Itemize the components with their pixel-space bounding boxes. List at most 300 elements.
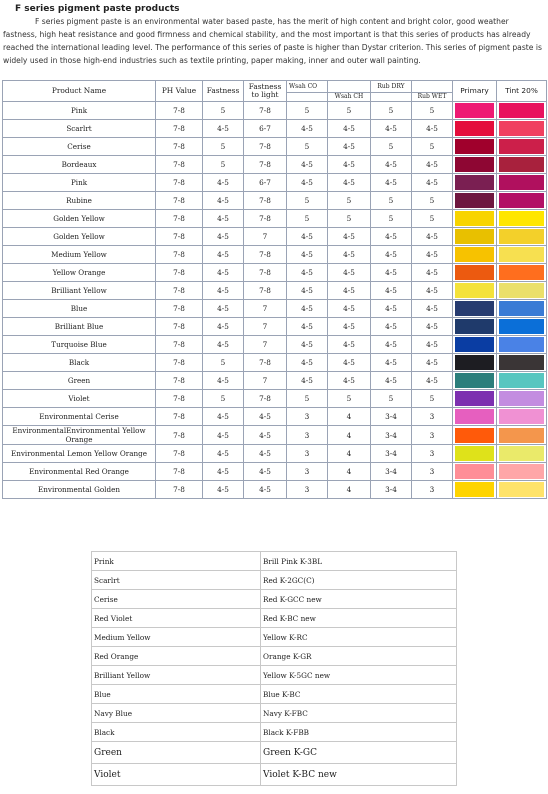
cell-light: 7-8 <box>244 246 287 264</box>
cell-light: 7 <box>244 228 287 246</box>
table-row <box>3 102 547 120</box>
table-row <box>3 336 547 354</box>
cell-ph: 7-8 <box>156 282 203 300</box>
cell-co: 3 <box>287 408 328 426</box>
cell-ch: 4-5 <box>328 282 371 300</box>
cell-light: 7-8 <box>244 138 287 156</box>
tint-color-swatch <box>499 446 544 461</box>
cell-fastness: 5 <box>203 156 244 174</box>
cell-fastness: 4-5 <box>203 318 244 336</box>
tint-color-swatch <box>499 301 544 316</box>
table-row <box>3 174 547 192</box>
cell-light: 7 <box>244 372 287 390</box>
cell-co: 4-5 <box>287 318 328 336</box>
cell-fastness: 5 <box>203 354 244 372</box>
primary-color-swatch <box>455 355 494 370</box>
cell-wet: 5 <box>412 102 453 120</box>
cell-ph: 7-8 <box>156 102 203 120</box>
header-fastness: Fastness <box>203 81 244 102</box>
cell-name: EnvironmentalEnvironmental Yellow Orange <box>3 426 156 445</box>
primary-color-swatch <box>455 446 494 461</box>
cell-tint-swatch <box>497 481 547 499</box>
reference-color-name: Red Violet <box>92 609 261 628</box>
cell-dry: 4-5 <box>371 120 412 138</box>
cell-ph: 7-8 <box>156 426 203 445</box>
primary-color-swatch <box>455 391 494 406</box>
header-rub-dry: Rub DRY <box>371 81 412 93</box>
tint-color-swatch <box>499 121 544 136</box>
cell-fastness: 4-5 <box>203 228 244 246</box>
cell-fastness: 4-5 <box>203 372 244 390</box>
header-product-name: Product Name <box>3 81 156 102</box>
primary-color-swatch <box>455 482 494 497</box>
cell-name: Environmental Red Orange <box>3 463 156 481</box>
cell-ph: 7-8 <box>156 192 203 210</box>
cell-wet: 4-5 <box>412 282 453 300</box>
cell-light: 7 <box>244 318 287 336</box>
cell-fastness: 4-5 <box>203 120 244 138</box>
cell-co: 3 <box>287 481 328 499</box>
cell-light: 7-8 <box>244 156 287 174</box>
cell-dry: 4-5 <box>371 354 412 372</box>
tint-color-swatch <box>499 229 544 244</box>
reference-product-code: Brill Pink K-3BL <box>261 552 457 571</box>
cell-fastness: 5 <box>203 102 244 120</box>
reference-color-name: Brilliant Yellow <box>92 666 261 685</box>
cell-fastness: 4-5 <box>203 192 244 210</box>
cell-ch: 4-5 <box>328 138 371 156</box>
cell-co: 4-5 <box>287 174 328 192</box>
cell-light: 7-8 <box>244 210 287 228</box>
table-row <box>3 445 547 463</box>
primary-color-swatch <box>455 409 494 424</box>
header-fastness-light: Fastness to light <box>244 81 287 102</box>
table-row <box>3 372 547 390</box>
cell-light: 7-8 <box>244 264 287 282</box>
cell-light: 6-7 <box>244 120 287 138</box>
reference-product-code: Yellow K-5GC new <box>261 666 457 685</box>
cell-primary-swatch <box>453 372 497 390</box>
table-row <box>3 156 547 174</box>
tint-color-swatch <box>499 337 544 352</box>
cell-primary-swatch <box>453 156 497 174</box>
cell-ch: 5 <box>328 390 371 408</box>
table-row <box>3 318 547 336</box>
cell-dry: 4-5 <box>371 300 412 318</box>
cell-name: Black <box>3 354 156 372</box>
primary-color-swatch <box>455 175 494 190</box>
cell-co: 4-5 <box>287 336 328 354</box>
reference-row <box>92 590 457 609</box>
cell-co: 4-5 <box>287 372 328 390</box>
cell-primary-swatch <box>453 336 497 354</box>
cell-ph: 7-8 <box>156 463 203 481</box>
cell-wet: 5 <box>412 210 453 228</box>
primary-color-swatch <box>455 211 494 226</box>
cell-dry: 4-5 <box>371 372 412 390</box>
reference-row <box>92 609 457 628</box>
reference-table <box>91 551 457 786</box>
reference-row <box>92 764 457 786</box>
tint-color-swatch <box>499 265 544 280</box>
cell-dry: 4-5 <box>371 228 412 246</box>
cell-fastness: 4-5 <box>203 210 244 228</box>
cell-wet: 4-5 <box>412 174 453 192</box>
cell-name: Brilliant Blue <box>3 318 156 336</box>
cell-tint-swatch <box>497 156 547 174</box>
primary-color-swatch <box>455 283 494 298</box>
cell-tint-swatch <box>497 336 547 354</box>
cell-name: Brilliant Yellow <box>3 282 156 300</box>
header-tint: Tint 20% <box>497 81 547 102</box>
cell-ph: 7-8 <box>156 481 203 499</box>
cell-fastness: 5 <box>203 390 244 408</box>
table-row <box>3 138 547 156</box>
primary-color-swatch <box>455 337 494 352</box>
primary-color-swatch <box>455 428 494 443</box>
reference-row <box>92 742 457 764</box>
cell-co: 4-5 <box>287 228 328 246</box>
reference-color-name: Green <box>92 742 261 764</box>
cell-dry: 3-4 <box>371 445 412 463</box>
cell-ph: 7-8 <box>156 210 203 228</box>
cell-dry: 4-5 <box>371 246 412 264</box>
table-row <box>3 246 547 264</box>
cell-co: 3 <box>287 445 328 463</box>
reference-product-code: Red K-2GC(C) <box>261 571 457 590</box>
cell-primary-swatch <box>453 264 497 282</box>
reference-color-name: Prink <box>92 552 261 571</box>
cell-wet: 5 <box>412 390 453 408</box>
cell-primary-swatch <box>453 408 497 426</box>
cell-ch: 5 <box>328 192 371 210</box>
cell-dry: 4-5 <box>371 282 412 300</box>
cell-fastness: 4-5 <box>203 174 244 192</box>
table-row <box>3 481 547 499</box>
cell-light: 4-5 <box>244 408 287 426</box>
cell-ch: 4-5 <box>328 156 371 174</box>
cell-name: Environmental Cerise <box>3 408 156 426</box>
header-ph-value: PH Value <box>156 81 203 102</box>
reference-product-code: Black K-FBB <box>261 723 457 742</box>
cell-co: 4-5 <box>287 264 328 282</box>
cell-wet: 4-5 <box>412 300 453 318</box>
pigment-table <box>2 80 547 499</box>
cell-ch: 5 <box>328 210 371 228</box>
cell-dry: 4-5 <box>371 336 412 354</box>
cell-wet: 4-5 <box>412 264 453 282</box>
cell-light: 7 <box>244 336 287 354</box>
intro-text: F series pigment paste is an environmental water based paste, has the merit of high content and bright color, good weather fastness, high heat resistance and good firmness and chemical stability, and the most important is that this series of products has already reached the international leading level. The performance of this series of paste is higher than Dystar criterion. This series of pigment paste is widely used in those high-end industries such as textile printing, paper making, inner and outer wall painting. <box>3 17 542 65</box>
cell-tint-swatch <box>497 372 547 390</box>
tint-color-swatch <box>499 157 544 172</box>
primary-color-swatch <box>455 193 494 208</box>
table-row <box>3 228 547 246</box>
cell-name: Bordeaux <box>3 156 156 174</box>
primary-color-swatch <box>455 265 494 280</box>
cell-ph: 7-8 <box>156 318 203 336</box>
cell-fastness: 5 <box>203 138 244 156</box>
cell-dry: 4-5 <box>371 318 412 336</box>
reference-color-name: Violet <box>92 764 261 786</box>
cell-wet: 3 <box>412 408 453 426</box>
tint-color-swatch <box>499 482 544 497</box>
cell-ph: 7-8 <box>156 156 203 174</box>
cell-ph: 7-8 <box>156 228 203 246</box>
primary-color-swatch <box>455 247 494 262</box>
cell-fastness: 4-5 <box>203 445 244 463</box>
cell-wet: 3 <box>412 481 453 499</box>
cell-fastness: 4-5 <box>203 426 244 445</box>
cell-name: Rubine <box>3 192 156 210</box>
primary-color-swatch <box>455 301 494 316</box>
cell-ph: 7-8 <box>156 120 203 138</box>
cell-tint-swatch <box>497 445 547 463</box>
reference-color-name: Medium Yellow <box>92 628 261 647</box>
cell-primary-swatch <box>453 282 497 300</box>
cell-tint-swatch <box>497 463 547 481</box>
cell-ch: 4-5 <box>328 318 371 336</box>
reference-row <box>92 704 457 723</box>
cell-ph: 7-8 <box>156 336 203 354</box>
primary-color-swatch <box>455 121 494 136</box>
reference-product-code: Red K-BC new <box>261 609 457 628</box>
reference-row <box>92 571 457 590</box>
cell-light: 7 <box>244 300 287 318</box>
cell-fastness: 4-5 <box>203 264 244 282</box>
cell-tint-swatch <box>497 282 547 300</box>
cell-primary-swatch <box>453 354 497 372</box>
table-row <box>3 426 547 445</box>
table-row <box>3 120 547 138</box>
tint-color-swatch <box>499 193 544 208</box>
reference-row <box>92 723 457 742</box>
cell-ch: 4-5 <box>328 372 371 390</box>
cell-ch: 4-5 <box>328 120 371 138</box>
tint-color-swatch <box>499 464 544 479</box>
header-primary: Primary <box>453 81 497 102</box>
tint-color-swatch <box>499 373 544 388</box>
cell-tint-swatch <box>497 408 547 426</box>
cell-dry: 3-4 <box>371 463 412 481</box>
cell-light: 6-7 <box>244 174 287 192</box>
cell-ph: 7-8 <box>156 354 203 372</box>
cell-dry: 4-5 <box>371 156 412 174</box>
reference-table-body <box>92 552 457 786</box>
cell-light: 7-8 <box>244 354 287 372</box>
cell-wet: 4-5 <box>412 318 453 336</box>
cell-primary-swatch <box>453 138 497 156</box>
cell-ph: 7-8 <box>156 445 203 463</box>
cell-co: 4-5 <box>287 300 328 318</box>
cell-ch: 4-5 <box>328 246 371 264</box>
cell-fastness: 4-5 <box>203 463 244 481</box>
cell-tint-swatch <box>497 246 547 264</box>
cell-ph: 7-8 <box>156 372 203 390</box>
cell-fastness: 4-5 <box>203 300 244 318</box>
tint-color-swatch <box>499 355 544 370</box>
primary-color-swatch <box>455 373 494 388</box>
cell-wet: 5 <box>412 138 453 156</box>
cell-primary-swatch <box>453 102 497 120</box>
cell-light: 7-8 <box>244 102 287 120</box>
table-row <box>3 300 547 318</box>
table-row <box>3 390 547 408</box>
reference-product-code: Green K-GC <box>261 742 457 764</box>
reference-row <box>92 552 457 571</box>
reference-color-name: Cerise <box>92 590 261 609</box>
cell-tint-swatch <box>497 318 547 336</box>
cell-name: Violet <box>3 390 156 408</box>
cell-fastness: 4-5 <box>203 246 244 264</box>
cell-co: 4-5 <box>287 156 328 174</box>
cell-name: Pink <box>3 174 156 192</box>
cell-primary-swatch <box>453 445 497 463</box>
cell-primary-swatch <box>453 210 497 228</box>
cell-tint-swatch <box>497 390 547 408</box>
tint-color-swatch <box>499 409 544 424</box>
cell-ch: 4 <box>328 408 371 426</box>
header-wash-ch: Wsah CH <box>328 93 371 102</box>
cell-co: 3 <box>287 463 328 481</box>
cell-name: Pink <box>3 102 156 120</box>
cell-ch: 5 <box>328 102 371 120</box>
reference-color-name: Black <box>92 723 261 742</box>
intro-paragraph <box>3 15 545 67</box>
reference-color-name: Scarlrt <box>92 571 261 590</box>
cell-wet: 4-5 <box>412 246 453 264</box>
cell-tint-swatch <box>497 192 547 210</box>
cell-light: 7-8 <box>244 192 287 210</box>
cell-dry: 5 <box>371 390 412 408</box>
cell-name: Environmental Golden <box>3 481 156 499</box>
header-rub-wet: Rub WET <box>412 93 453 102</box>
reference-product-code: Navy K-FBC <box>261 704 457 723</box>
reference-product-code: Yellow K-RC <box>261 628 457 647</box>
cell-tint-swatch <box>497 120 547 138</box>
cell-wet: 4-5 <box>412 228 453 246</box>
cell-co: 5 <box>287 192 328 210</box>
primary-color-swatch <box>455 103 494 118</box>
cell-wet: 4-5 <box>412 336 453 354</box>
cell-tint-swatch <box>497 354 547 372</box>
cell-ch: 4 <box>328 445 371 463</box>
tint-color-swatch <box>499 319 544 334</box>
cell-dry: 3-4 <box>371 481 412 499</box>
cell-light: 7-8 <box>244 390 287 408</box>
cell-name: Blue <box>3 300 156 318</box>
cell-name: Golden Yellow <box>3 228 156 246</box>
table-row <box>3 192 547 210</box>
cell-tint-swatch <box>497 300 547 318</box>
cell-co: 4-5 <box>287 120 328 138</box>
cell-primary-swatch <box>453 174 497 192</box>
cell-dry: 5 <box>371 192 412 210</box>
primary-color-swatch <box>455 157 494 172</box>
tint-color-swatch <box>499 391 544 406</box>
cell-wet: 4-5 <box>412 354 453 372</box>
cell-name: Green <box>3 372 156 390</box>
cell-dry: 4-5 <box>371 174 412 192</box>
cell-wet: 3 <box>412 445 453 463</box>
cell-wet: 4-5 <box>412 120 453 138</box>
cell-tint-swatch <box>497 426 547 445</box>
reference-color-name: Blue <box>92 685 261 704</box>
tint-color-swatch <box>499 103 544 118</box>
cell-name: Cerise <box>3 138 156 156</box>
cell-ch: 4-5 <box>328 336 371 354</box>
cell-light: 4-5 <box>244 426 287 445</box>
table-row <box>3 264 547 282</box>
primary-color-swatch <box>455 229 494 244</box>
cell-light: 4-5 <box>244 481 287 499</box>
cell-name: Turquoise Blue <box>3 336 156 354</box>
cell-dry: 4-5 <box>371 264 412 282</box>
cell-dry: 3-4 <box>371 426 412 445</box>
cell-primary-swatch <box>453 192 497 210</box>
table-row <box>3 408 547 426</box>
reference-product-code: Red K-GCC new <box>261 590 457 609</box>
reference-product-code: Blue K-BC <box>261 685 457 704</box>
cell-tint-swatch <box>497 228 547 246</box>
cell-fastness: 4-5 <box>203 282 244 300</box>
cell-wet: 4-5 <box>412 156 453 174</box>
tint-color-swatch <box>499 283 544 298</box>
cell-primary-swatch <box>453 318 497 336</box>
reference-row <box>92 628 457 647</box>
cell-ph: 7-8 <box>156 138 203 156</box>
primary-color-swatch <box>455 464 494 479</box>
reference-row <box>92 647 457 666</box>
reference-row <box>92 685 457 704</box>
cell-co: 5 <box>287 390 328 408</box>
cell-co: 4-5 <box>287 282 328 300</box>
table-row <box>3 282 547 300</box>
cell-ch: 4-5 <box>328 174 371 192</box>
cell-name: Scarlrt <box>3 120 156 138</box>
cell-light: 4-5 <box>244 445 287 463</box>
cell-co: 4-5 <box>287 246 328 264</box>
cell-primary-swatch <box>453 426 497 445</box>
cell-ch: 4-5 <box>328 300 371 318</box>
primary-color-swatch <box>455 139 494 154</box>
cell-name: Yellow Orange <box>3 264 156 282</box>
reference-color-name: Red Orange <box>92 647 261 666</box>
cell-tint-swatch <box>497 102 547 120</box>
tint-color-swatch <box>499 139 544 154</box>
tint-color-swatch <box>499 247 544 262</box>
cell-fastness: 4-5 <box>203 481 244 499</box>
cell-wet: 4-5 <box>412 372 453 390</box>
cell-name: Environmental Lemon Yellow Orange <box>3 445 156 463</box>
cell-ph: 7-8 <box>156 246 203 264</box>
cell-ph: 7-8 <box>156 174 203 192</box>
cell-name: Golden Yellow <box>3 210 156 228</box>
reference-product-code: Violet K-BC new <box>261 764 457 786</box>
cell-ph: 7-8 <box>156 264 203 282</box>
reference-row <box>92 666 457 685</box>
cell-primary-swatch <box>453 481 497 499</box>
cell-ph: 7-8 <box>156 300 203 318</box>
cell-dry: 5 <box>371 138 412 156</box>
cell-ph: 7-8 <box>156 408 203 426</box>
tint-color-swatch <box>499 175 544 190</box>
cell-ch: 4-5 <box>328 264 371 282</box>
cell-tint-swatch <box>497 264 547 282</box>
cell-ch: 4-5 <box>328 354 371 372</box>
reference-product-code: Orange K-GR <box>261 647 457 666</box>
cell-primary-swatch <box>453 228 497 246</box>
